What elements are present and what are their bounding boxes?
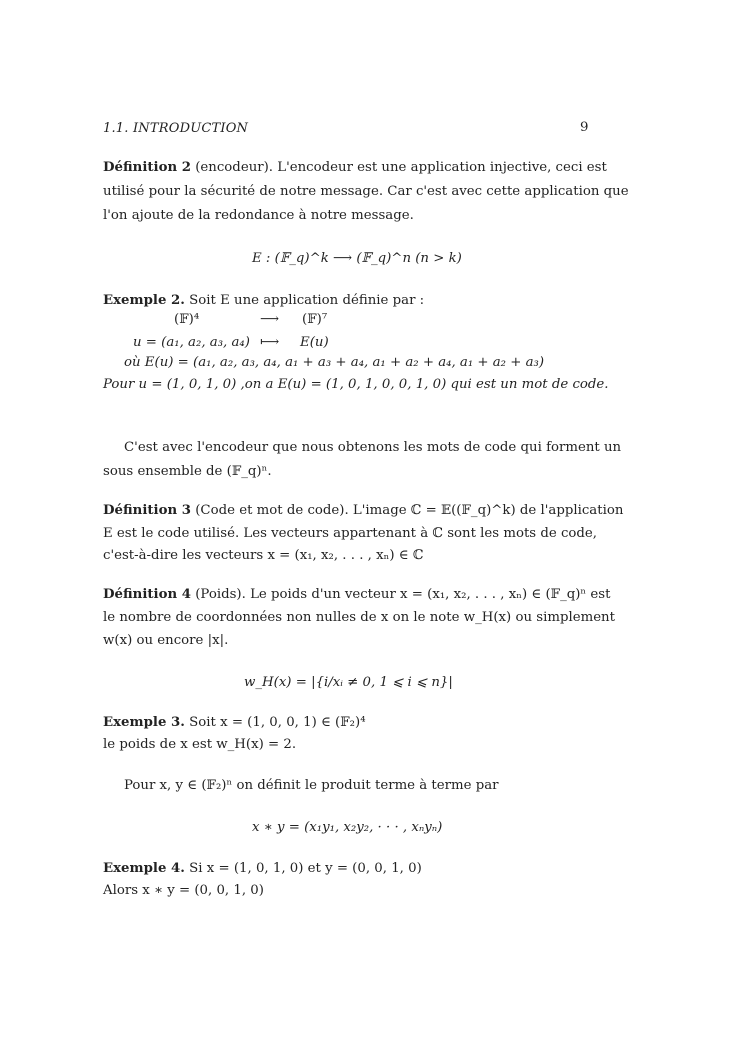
definition-4-text-1: Le poids d'un vecteur x = (x₁, x₂, . . . , xₙ) ∈ (𝔽_q)ⁿ est [250, 587, 611, 602]
definition-2-text-1: L'encodeur est une application injective, ceci est [277, 160, 607, 175]
paragraph-2-line-1: Pour x, y ∈ (𝔽₂)ⁿ on définit le produit terme à terme par [124, 778, 499, 793]
weight-formula: w_H(x) = |{i/xᵢ ≠ 0, 1 ⩽ i ⩽ n}| [244, 675, 453, 690]
page-number: 9 [580, 120, 589, 135]
definition-2-line-1 [103, 160, 607, 175]
mapping-image: E(u) [300, 335, 329, 350]
example-2-label: Exemple 2. [103, 293, 185, 308]
example-2-text: Soit E une application définie par : [189, 293, 425, 308]
definition-4-line-2: le nombre de coordonnées non nulles de x on le note w_H(x) ou simplement [103, 610, 615, 625]
definition-3-line-2: E est le code utilisé. Les vecteurs appartenant à ℂ sont les mots de code, [103, 526, 598, 541]
example-2-line-1 [103, 293, 424, 308]
definition-4-name: (Poids). [195, 587, 246, 602]
mapping-codomain: (𝔽)⁷ [302, 312, 328, 327]
example-3-text: Soit x = (1, 0, 0, 1) ∈ (𝔽₂)⁴ [189, 715, 366, 730]
definition-3-line-3: c'est-à-dire les vecteurs x = (x₁, x₂, . . . , xₙ) ∈ ℂ [103, 548, 424, 563]
definition-3-label: Définition 3 [103, 503, 191, 518]
definition-2-line-2: utilisé pour la sécurité de notre message. Car c'est avec cette application que [103, 184, 629, 199]
definition-2-line-3: l'on ajoute de la redondance à notre message. [103, 208, 414, 223]
definition-3-name: (Code et mot de code). [195, 503, 349, 518]
example-3-line-1 [103, 715, 366, 730]
mapping-arrow: ⟶ [260, 312, 280, 327]
example-3-label: Exemple 3. [103, 715, 185, 730]
example-4-text: Si x = (1, 0, 1, 0) et y = (0, 0, 1, 0) [189, 861, 422, 876]
product-formula: x ∗ y = (x₁y₁, x₂y₂, · · · , xₙyₙ) [252, 820, 443, 835]
encoder-example: Pour u = (1, 0, 1, 0) ,on a E(u) = (1, 0, 1, 0, 0, 1, 0) qui est un mot de code. [103, 377, 609, 392]
definition-2-label: Définition 2 [103, 160, 191, 175]
example-4-line-2: Alors x ∗ y = (0, 0, 1, 0) [103, 883, 264, 898]
definition-4-label: Définition 4 [103, 587, 191, 602]
example-4-line-1 [103, 861, 422, 876]
paragraph-1-line-2: sous ensemble de (𝔽_q)ⁿ. [103, 464, 272, 479]
definition-4-line-3: w(x) ou encore |x|. [103, 633, 229, 648]
definition-2-name: (encodeur). [195, 160, 274, 175]
mapping-domain: (𝔽)⁴ [174, 312, 200, 327]
example-3-line-2: le poids de x est w_H(x) = 2. [103, 737, 297, 752]
definition-4-line-1 [103, 587, 610, 602]
definition-3-line-1 [103, 503, 623, 518]
encoder-formula: E : (𝔽_q)^k ⟶ (𝔽_q)^n (n > k) [252, 251, 462, 266]
example-4-label: Exemple 4. [103, 861, 185, 876]
running-header: 1.1. INTRODUCTION [103, 121, 249, 136]
paragraph-1-line-1: C'est avec l'encodeur que nous obtenons les mots de code qui forment un [124, 440, 622, 455]
definition-3-text-1: L'image ℂ = 𝔼((𝔽_q)^k) de l'application [352, 503, 624, 518]
encoder-definition: où E(u) = (a₁, a₂, a₃, a₄, a₁ + a₃ + a₄, a₁ + a₂ + a₄, a₁ + a₂ + a₃) [124, 355, 545, 370]
mapping-element: u = (a₁, a₂, a₃, a₄) [133, 335, 250, 350]
mapping-mapsto: ⟼ [260, 335, 280, 350]
